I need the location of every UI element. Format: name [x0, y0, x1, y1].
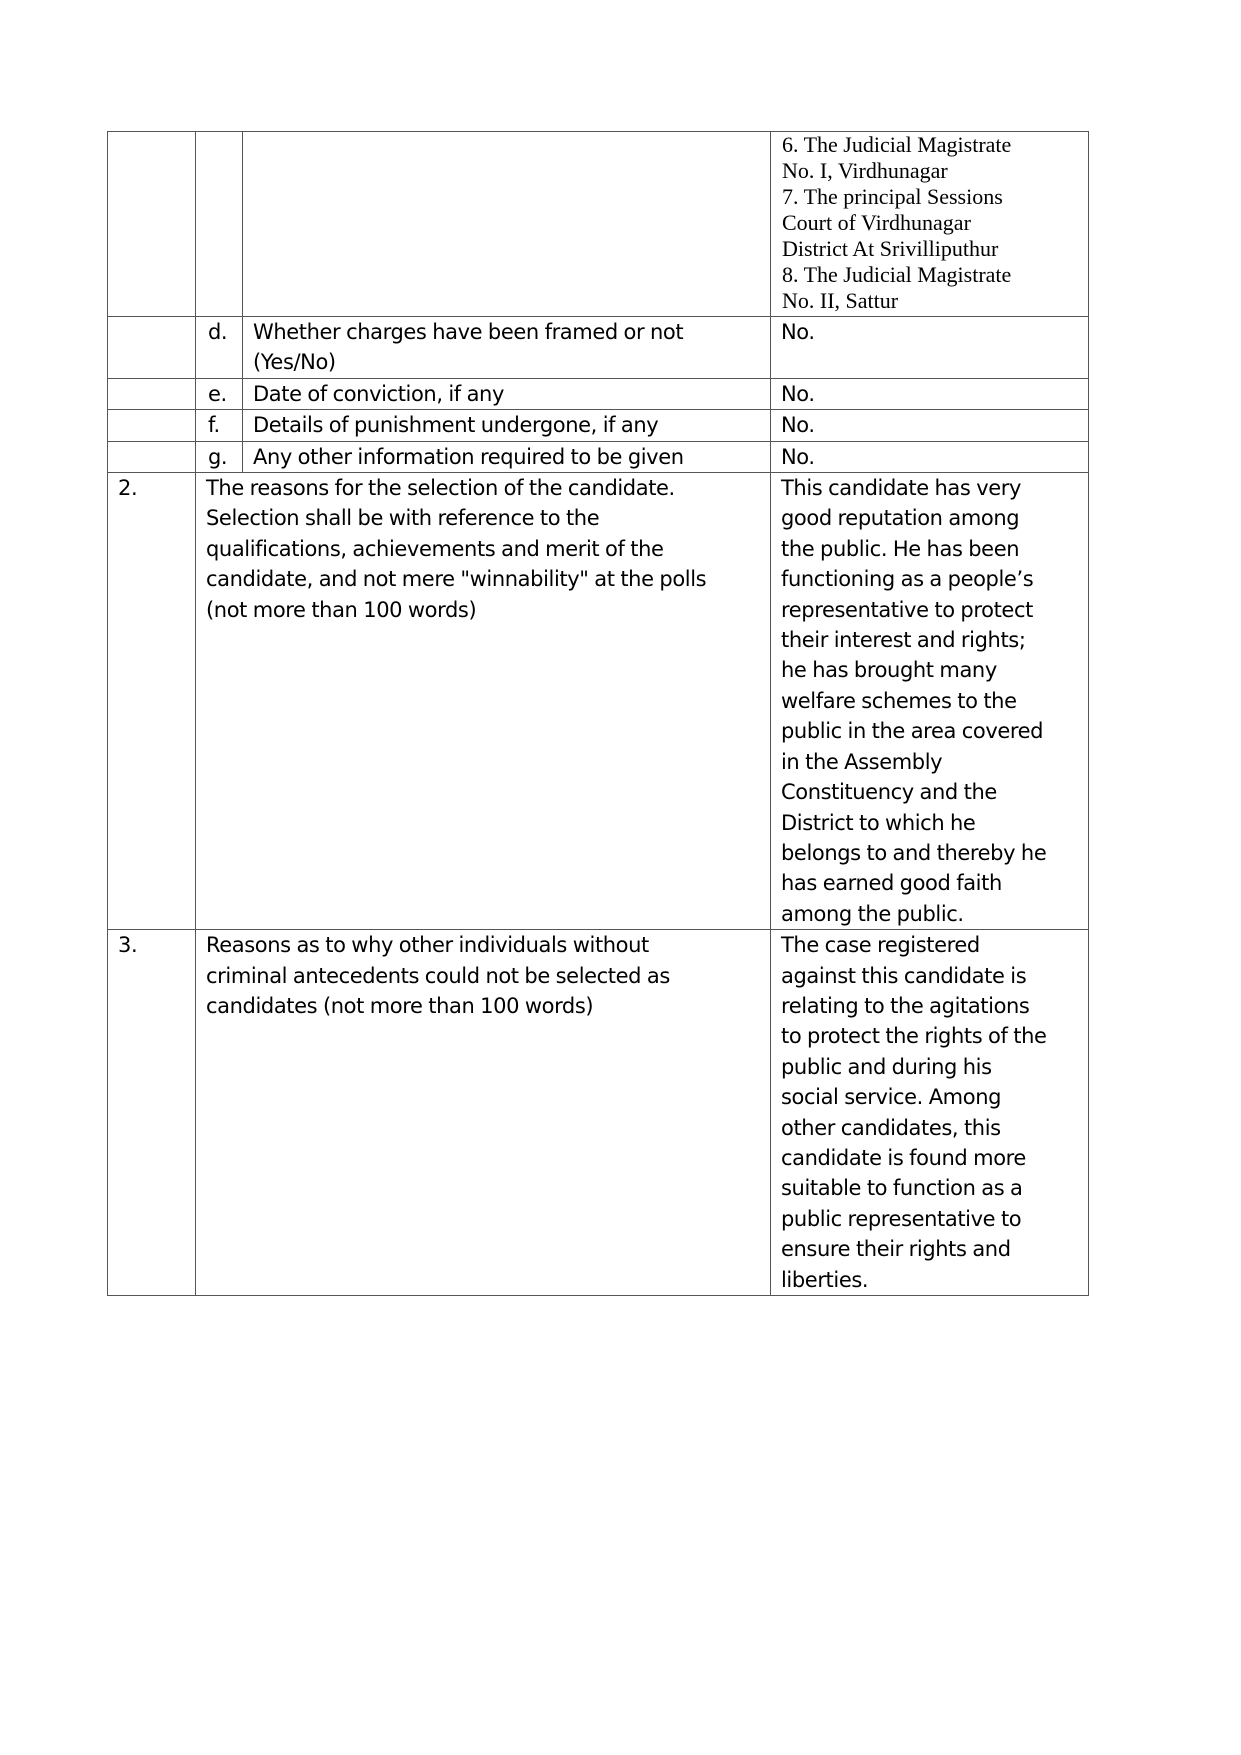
- answer-line: their interest and rights;: [781, 628, 1026, 653]
- question-line: candidate, and not mere "winnability" at the polls: [206, 567, 707, 592]
- answer-line: the public. He has been: [781, 536, 1020, 561]
- answer-cell: No.: [771, 378, 1089, 409]
- answer-line: public in the area covered: [781, 719, 1044, 744]
- question-line: candidates (not more than 100 words): [206, 993, 594, 1018]
- answer-line: District to which he: [781, 810, 976, 835]
- answer-line: social service. Among: [781, 1085, 1002, 1110]
- answer-line: in the Assembly: [781, 749, 943, 774]
- answer-line: No. II, Sattur: [782, 288, 899, 313]
- question-line: The reasons for the selection of the candidate.: [206, 476, 675, 501]
- sub-letter-cell: f.: [196, 410, 243, 441]
- answer-line: suitable to function as a: [781, 1176, 1023, 1201]
- table-row-3: [108, 930, 1089, 1296]
- question-cell: [243, 410, 771, 441]
- question-cell: [196, 930, 771, 1296]
- answer-line: belongs to and thereby he: [781, 840, 1047, 865]
- answer-line: representative to protect: [781, 597, 1033, 622]
- answer-line: relating to the agitations: [781, 993, 1030, 1018]
- answer-line: functioning as a people’s: [781, 567, 1034, 592]
- serial-cell: [108, 378, 196, 409]
- serial-cell: [108, 132, 196, 317]
- table-row-continued: [108, 132, 1089, 317]
- table-row-f: [108, 410, 1089, 441]
- answer-line: he has brought many: [781, 658, 997, 683]
- answer-cell: No.: [771, 410, 1089, 441]
- question-line: Any other information required to be given: [253, 444, 684, 469]
- table-row-e: [108, 378, 1089, 409]
- table-row-g: [108, 441, 1089, 472]
- answer-line: District At Srivilliputhur: [782, 236, 999, 261]
- answer-line: ensure their rights and: [781, 1237, 1011, 1262]
- sub-letter-cell: g.: [196, 441, 243, 472]
- sub-letter-cell: d.: [196, 317, 243, 379]
- question-line: Date of conviction, if any: [253, 381, 504, 406]
- question-cell: [196, 473, 771, 930]
- serial-cell: 2.: [108, 473, 196, 930]
- question-cell: [243, 132, 771, 317]
- question-line: Whether charges have been framed or not: [253, 320, 684, 344]
- answer-line: good reputation among: [781, 506, 1020, 531]
- sub-letter-cell: e.: [196, 378, 243, 409]
- question-cell: [243, 317, 771, 379]
- answer-cell: [771, 473, 1089, 930]
- sub-letter-cell: [196, 132, 243, 317]
- answer-line: public representative to: [781, 1206, 1022, 1231]
- answer-line: No. I, Virdhunagar: [782, 158, 948, 183]
- answer-line: This candidate has very: [781, 476, 1022, 501]
- answer-line: candidate is found more: [781, 1145, 1026, 1170]
- answer-line: other candidates, this: [781, 1115, 1001, 1140]
- answer-line: 7. The principal Sessions: [782, 184, 1003, 209]
- table-row-2: [108, 473, 1089, 930]
- serial-cell: [108, 317, 196, 379]
- serial-cell: 3.: [108, 930, 196, 1296]
- answer-cell: No.: [771, 441, 1089, 472]
- court-list-cell: [771, 132, 1089, 317]
- question-line: Selection shall be with reference to the: [206, 506, 600, 531]
- question-cell: [243, 441, 771, 472]
- question-line: Reasons as to why other individuals without: [206, 933, 649, 958]
- candidate-disclosure-table: [107, 131, 1089, 1296]
- question-line: qualifications, achievements and merit of the: [206, 536, 664, 561]
- answer-line: Constituency and the: [781, 780, 997, 805]
- answer-line: against this candidate is: [781, 963, 1027, 988]
- table-row-d: [108, 317, 1089, 379]
- answer-line: The case registered: [781, 933, 980, 958]
- answer-line: has earned good faith: [781, 871, 1002, 896]
- serial-cell: [108, 441, 196, 472]
- answer-line: 8. The Judicial Magistrate: [782, 262, 1012, 287]
- answer-cell: [771, 930, 1089, 1296]
- answer-line: public and during his: [781, 1054, 992, 1079]
- serial-cell: [108, 410, 196, 441]
- question-line: Details of punishment undergone, if any: [253, 413, 659, 438]
- answer-cell: No.: [771, 317, 1089, 379]
- answer-line: among the public.: [781, 901, 964, 926]
- answer-line: Court of Virdhunagar: [782, 210, 971, 235]
- question-line: (Yes/No): [253, 350, 336, 375]
- answer-line: welfare schemes to the: [781, 688, 1017, 713]
- question-line: criminal antecedents could not be selected as: [206, 963, 670, 988]
- answer-line: liberties.: [781, 1267, 869, 1292]
- answer-line: to protect the rights of the: [781, 1024, 1047, 1049]
- question-cell: [243, 378, 771, 409]
- question-line: (not more than 100 words): [206, 597, 477, 622]
- answer-line: 6. The Judicial Magistrate: [782, 132, 1012, 157]
